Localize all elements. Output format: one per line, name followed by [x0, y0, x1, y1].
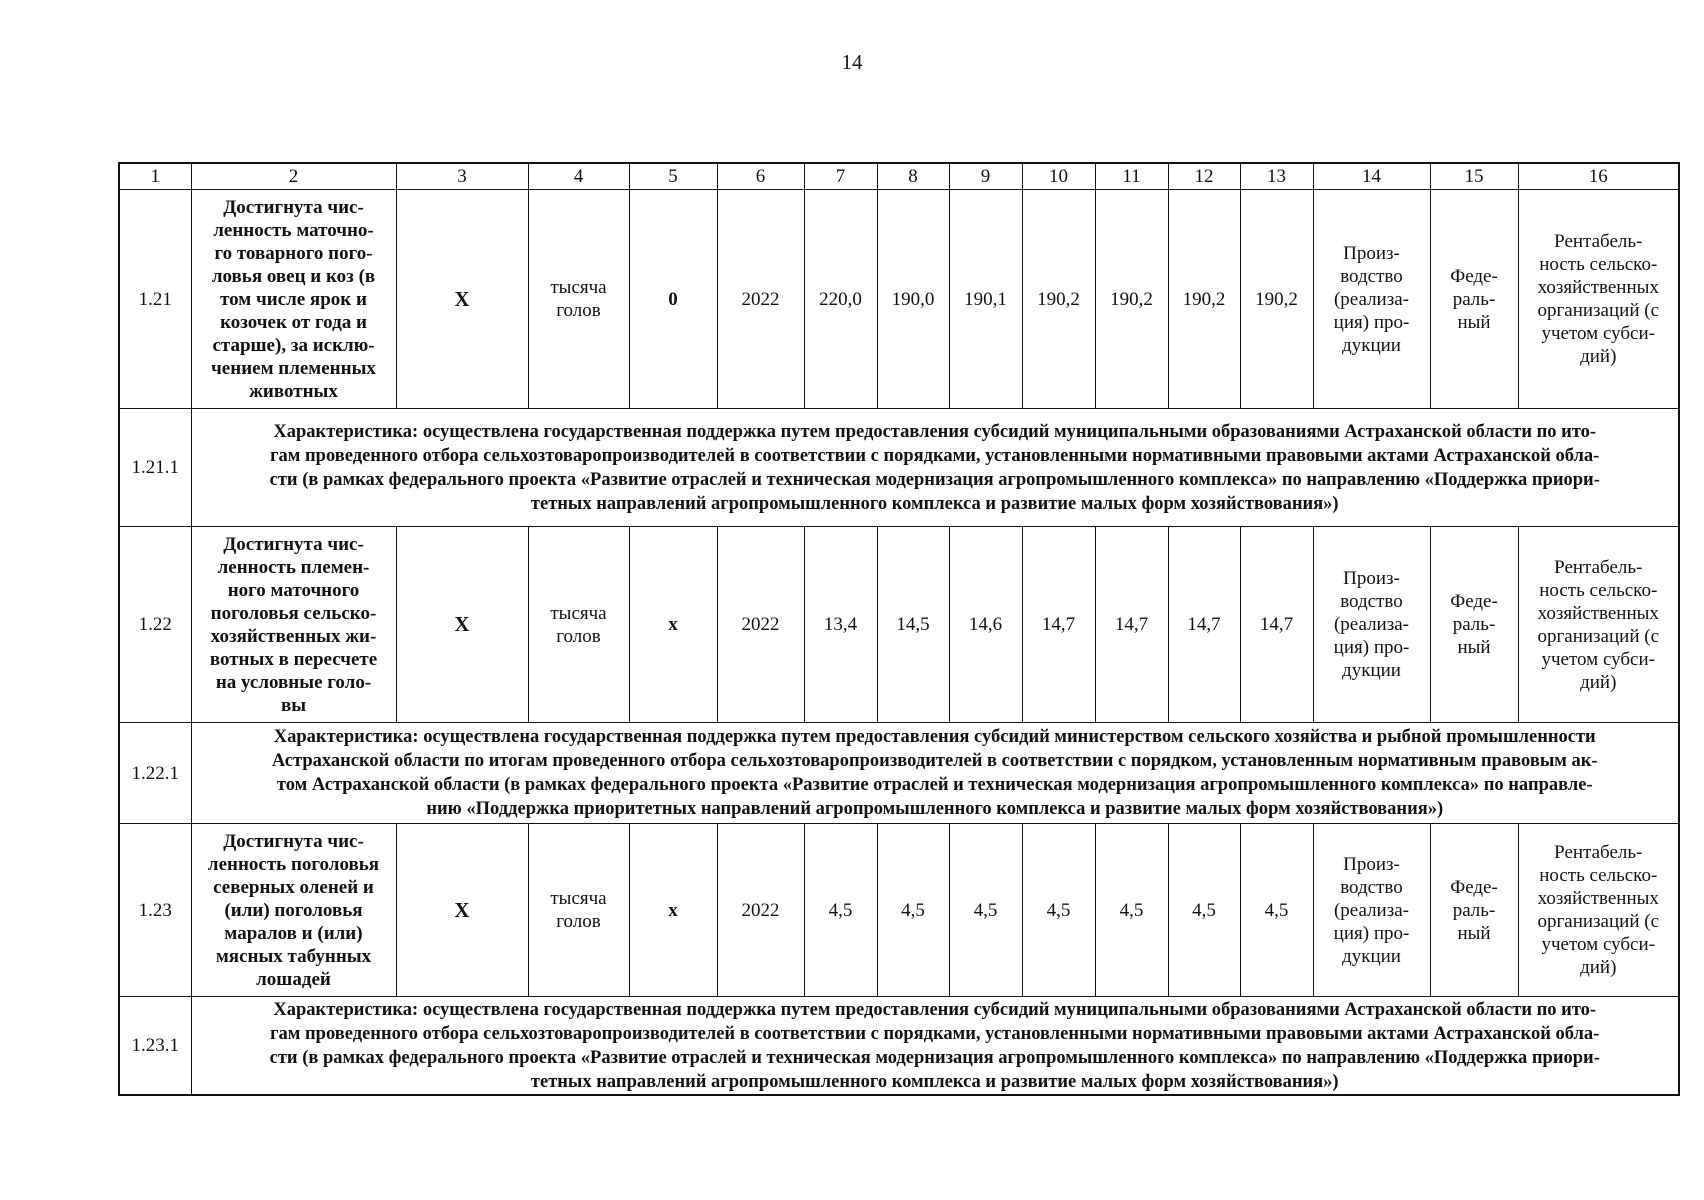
text-line: Феде-: [1450, 876, 1498, 898]
year-value: 14,5: [877, 527, 949, 723]
text-line: голов: [556, 625, 601, 647]
column-number: 13: [1240, 163, 1313, 190]
characteristic-id: 1.21.1: [119, 409, 191, 527]
text-line: Рентабель-: [1554, 842, 1643, 863]
base-value: 0: [629, 190, 717, 409]
unit: [528, 190, 629, 409]
year-value: 190,1: [949, 190, 1022, 409]
text-line: тетных направлений агропромышленного комплекса и развитие малых форм хозяйствования»): [530, 1071, 1339, 1092]
text-line: хозяйственных: [1537, 277, 1659, 298]
text-line: Произ-: [1343, 568, 1400, 589]
text-line: поголовья сельско-: [210, 602, 377, 624]
row-id: 1.23: [119, 824, 191, 997]
year-value: 220,0: [804, 190, 877, 409]
indicator-row: [119, 527, 1679, 723]
text-line: голов: [556, 300, 601, 321]
text-line: козочек от года и: [220, 311, 367, 333]
text-line: тысяча: [550, 888, 607, 909]
col16-text: [1518, 824, 1679, 997]
text-line: (реализа-: [1333, 288, 1409, 310]
text-line: дукции: [1342, 945, 1401, 967]
text-line: водство: [1340, 876, 1403, 898]
text-line: учетом субси-: [1541, 934, 1655, 955]
text-line: том числе ярок и: [220, 288, 367, 310]
base-year: 2022: [717, 527, 804, 723]
text-line: Произ-: [1343, 853, 1400, 875]
column-number: 6: [717, 163, 804, 190]
column-number: 14: [1313, 163, 1430, 190]
text-line: ция) про-: [1333, 311, 1410, 333]
page-number: 14: [841, 50, 863, 74]
indicator-name: [191, 190, 396, 409]
text-line: хозяйственных: [1537, 602, 1659, 624]
year-value: 4,5: [1240, 824, 1313, 997]
column-number: 5: [629, 163, 717, 190]
column-number: 11: [1095, 163, 1168, 190]
year-value: 4,5: [1022, 824, 1095, 997]
text-line: ный: [1457, 922, 1491, 944]
text-line: ность сельско-: [1539, 865, 1658, 886]
column-number-row: [119, 163, 1679, 190]
col15-text: [1430, 527, 1518, 723]
indicator-name: [191, 527, 396, 723]
base-value: x: [629, 824, 717, 997]
text-line: тетных направлений агропромышленного комплекса и развитие малых форм хозяйствования»): [530, 493, 1339, 514]
text-line: Характеристика: осуществлена государственная поддержка путем предоставления субсидий муниципальными образованиями Астраханской области по ито-: [273, 999, 1597, 1020]
col3-value: X: [396, 190, 528, 409]
base-year: 2022: [717, 824, 804, 997]
column-number: 3: [396, 163, 528, 190]
column-number: 4: [528, 163, 629, 190]
indicator-name: [191, 824, 396, 997]
row-id: 1.22: [119, 527, 191, 723]
characteristic-id: 1.23.1: [119, 997, 191, 1096]
indicator-row: [119, 824, 1679, 997]
year-value: 14,7: [1240, 527, 1313, 723]
column-number: 7: [804, 163, 877, 190]
col16-text: [1518, 527, 1679, 723]
col14-text: [1313, 527, 1430, 723]
text-line: ленность племен-: [217, 556, 370, 578]
text-line: дий): [1580, 957, 1617, 978]
text-line: дий): [1580, 346, 1617, 367]
year-value: 4,5: [949, 824, 1022, 997]
characteristic-text: [191, 409, 1679, 527]
text-line: ленность поголовья: [207, 853, 380, 875]
base-year: 2022: [717, 190, 804, 409]
text-line: (или) поголовья: [224, 899, 363, 921]
text-line: учетом субси-: [1541, 648, 1655, 670]
text-line: Характеристика: осуществлена государственная поддержка путем предоставления субсидий муниципальными образованиями Астраханской области по ито-: [273, 421, 1597, 442]
year-value: 4,5: [804, 824, 877, 997]
text-line: голов: [556, 911, 601, 932]
year-value: 14,7: [1095, 527, 1168, 723]
text-line: хозяйственных жи-: [210, 625, 377, 647]
text-line: ленность маточно-: [213, 219, 374, 241]
column-number: 2: [191, 163, 396, 190]
year-value: 190,2: [1095, 190, 1168, 409]
text-line: Феде-: [1450, 591, 1498, 612]
text-line: го товарного пого-: [214, 242, 373, 264]
text-line: Рентабель-: [1554, 231, 1643, 252]
characteristic-text: [191, 723, 1679, 824]
text-line: мясных табунных: [215, 945, 372, 967]
col3-value: X: [396, 527, 528, 723]
text-line: гам проведенного отбора сельхозтоваропроизводителей в соответствии с порядками, установленными нормативными правовыми актами Астраханской обла-: [270, 445, 1600, 466]
text-line: вотных в пересчете: [209, 648, 378, 670]
text-line: тысяча: [550, 277, 607, 298]
text-line: раль-: [1452, 614, 1496, 635]
text-line: дукции: [1342, 660, 1401, 681]
text-line: вы: [280, 694, 307, 716]
unit: [528, 824, 629, 997]
text-line: Произ-: [1343, 242, 1400, 264]
text-line: дий): [1580, 671, 1617, 693]
year-value: 14,7: [1022, 527, 1095, 723]
text-line: организаций (с: [1537, 625, 1659, 647]
text-line: Достигнута чис-: [223, 196, 364, 218]
year-value: 4,5: [1095, 824, 1168, 997]
text-line: гам проведенного отбора сельхозтоваропроизводителей в соответствии с порядками, установленными нормативными правовыми актами Астраханской обла-: [270, 1023, 1600, 1044]
column-number: 8: [877, 163, 949, 190]
text-line: старше), за исклю-: [212, 334, 375, 356]
text-line: чением племенных: [211, 357, 376, 379]
col16-text: [1518, 190, 1679, 409]
col15-text: [1430, 190, 1518, 409]
text-line: водство: [1340, 591, 1403, 612]
year-value: 190,2: [1022, 190, 1095, 409]
text-line: ловья овец и коз (в: [211, 265, 376, 287]
text-line: раль-: [1452, 288, 1496, 310]
text-line: Достигнута чис-: [223, 830, 364, 852]
col14-text: [1313, 190, 1430, 409]
text-line: сти (в рамках федерального проекта «Развитие отраслей и техническая модернизация агропромышленного комплекса» по направлению «Поддержка приори-: [269, 1047, 1600, 1068]
text-line: ция) про-: [1333, 637, 1410, 658]
characteristic-text: [191, 997, 1679, 1096]
text-line: Характеристика: осуществлена государственная поддержка путем предоставления субсидий министерством сельского хозяйства и рыбной промышленности: [273, 727, 1596, 747]
text-line: раль-: [1452, 899, 1496, 921]
col14-text: [1313, 824, 1430, 997]
base-value: x: [629, 527, 717, 723]
year-value: 13,4: [804, 527, 877, 723]
text-line: Рентабель-: [1554, 556, 1643, 578]
year-value: 190,0: [877, 190, 949, 409]
text-line: на условные голо-: [215, 671, 372, 693]
column-number: 15: [1430, 163, 1518, 190]
text-line: животных: [249, 380, 338, 402]
text-line: организаций (с: [1537, 911, 1659, 932]
year-value: 14,6: [949, 527, 1022, 723]
text-line: Достигнута чис-: [223, 533, 364, 555]
column-number: 12: [1168, 163, 1240, 190]
text-line: ция) про-: [1333, 922, 1410, 944]
characteristic-row: [119, 723, 1679, 824]
text-line: организаций (с: [1537, 300, 1659, 321]
row-id: 1.21: [119, 190, 191, 409]
text-line: нию «Поддержка приоритетных направлений агропромышленного комплекса и развитие малых форм хозяйствования»): [426, 799, 1444, 819]
text-line: ность сельско-: [1539, 254, 1658, 275]
characteristic-row: [119, 997, 1679, 1096]
text-line: лошадей: [256, 968, 331, 990]
text-line: ный: [1457, 637, 1491, 658]
text-line: хозяйственных: [1537, 888, 1659, 909]
column-number: 1: [119, 163, 191, 190]
text-line: дукции: [1342, 334, 1401, 356]
col15-text: [1430, 824, 1518, 997]
text-line: маралов и (или): [224, 922, 363, 944]
year-value: 4,5: [877, 824, 949, 997]
text-line: (реализа-: [1333, 614, 1409, 635]
year-value: 190,2: [1240, 190, 1313, 409]
text-line: водство: [1340, 265, 1403, 287]
year-value: 14,7: [1168, 527, 1240, 723]
column-number: 16: [1518, 163, 1679, 190]
text-line: сти (в рамках федерального проекта «Развитие отраслей и техническая модернизация агропромышленного комплекса» по направлению «Поддержка приори-: [269, 469, 1600, 490]
text-line: Астраханской области по итогам проведенного отбора сельхозтоваропроизводителей в соответствии с порядком, установленным нормативным правовым ак-: [271, 751, 1598, 771]
text-line: тысяча: [550, 602, 607, 624]
text-line: (реализа-: [1333, 899, 1409, 921]
characteristic-row: [119, 409, 1679, 527]
text-line: северных оленей и: [213, 876, 374, 898]
text-line: ность сельско-: [1539, 579, 1658, 601]
column-number: 9: [949, 163, 1022, 190]
indicators-table: [118, 162, 1680, 1096]
text-line: ного маточного: [227, 579, 360, 601]
text-line: Феде-: [1450, 265, 1498, 287]
unit: [528, 527, 629, 723]
characteristic-id: 1.22.1: [119, 723, 191, 824]
year-value: 4,5: [1168, 824, 1240, 997]
text-line: том Астраханской области (в рамках федерального проекта «Развитие отраслей и техническая модернизация агропромышленного комплекса» по направле-: [276, 775, 1593, 795]
year-value: 190,2: [1168, 190, 1240, 409]
col3-value: X: [396, 824, 528, 997]
indicator-row: [119, 190, 1679, 409]
text-line: учетом субси-: [1541, 323, 1655, 344]
text-line: ный: [1457, 311, 1491, 333]
column-number: 10: [1022, 163, 1095, 190]
